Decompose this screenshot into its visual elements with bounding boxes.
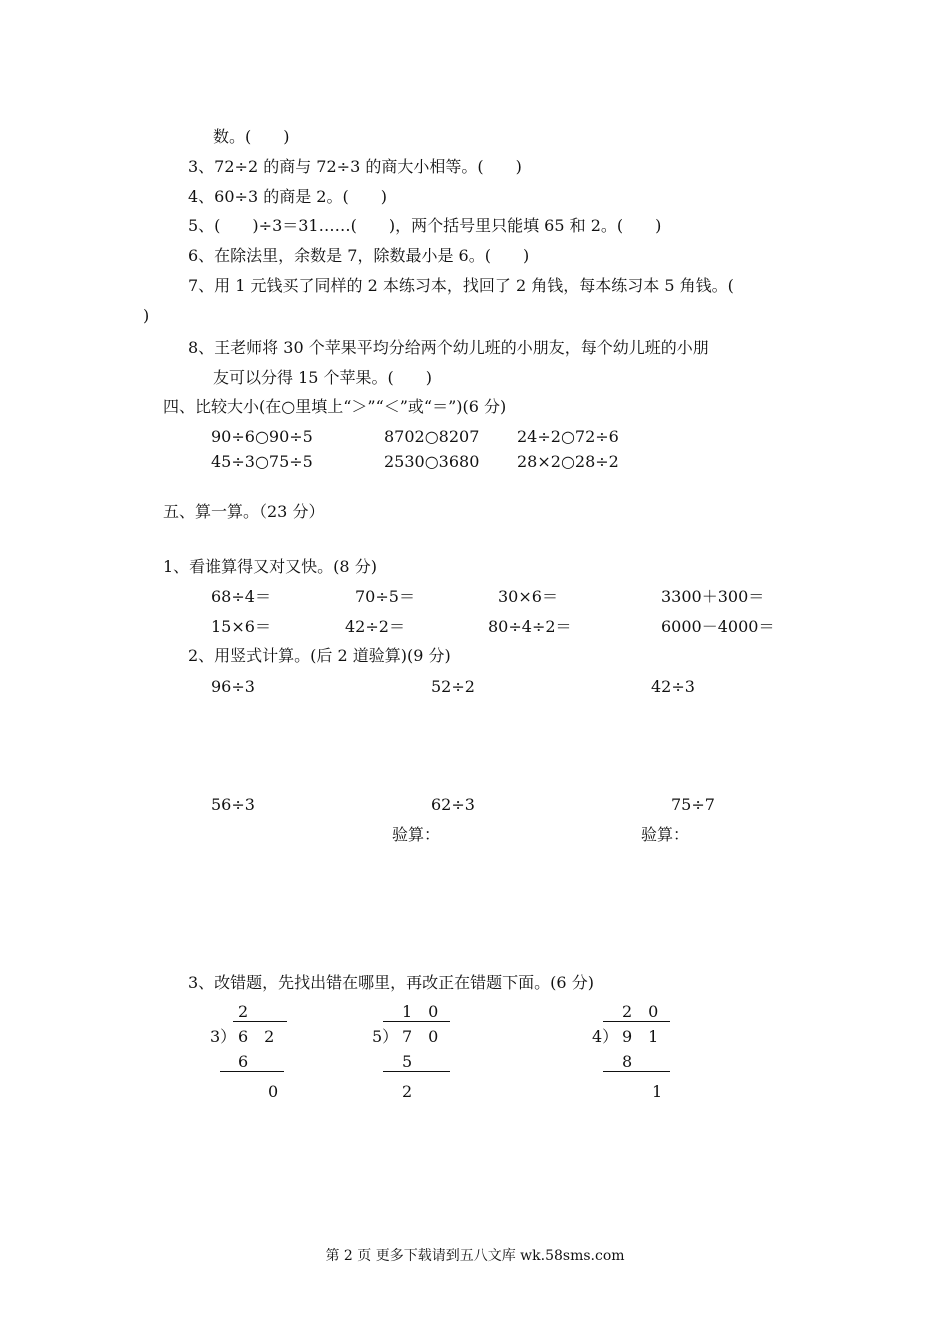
- product: 6: [238, 1052, 249, 1071]
- calc-q1-r2-c2: 42÷2＝: [345, 617, 405, 636]
- product: 8: [622, 1052, 633, 1071]
- quotient: 2 0: [622, 1002, 659, 1021]
- judge-item-3: 3、72÷2 的商与 72÷3 的商大小相等。( ): [188, 157, 522, 176]
- division-bar: [603, 1021, 670, 1022]
- judge-item-4: 4、60÷3 的商是 2。( ): [188, 187, 387, 206]
- compare-r2-c1: 45÷3○75÷5: [211, 452, 313, 471]
- divisor: 3）: [210, 1027, 237, 1046]
- judge-item-7: 7、用 1 元钱买了同样的 2 本练习本，找回了 2 角钱，每本练习本 5 角钱。(: [188, 276, 734, 295]
- quotient: 1 0: [402, 1002, 439, 1021]
- calc-q2-title: 2、用竖式计算。(后 2 道验算)(9 分): [188, 646, 451, 665]
- dividend: 6 2: [238, 1027, 275, 1046]
- quotient: 2: [238, 1002, 249, 1021]
- calc-q2-r1-c3: 42÷3: [651, 677, 695, 696]
- calc-q2-r2-c1: 56÷3: [211, 795, 255, 814]
- compare-heading: 四、比较大小(在○里填上“＞”“＜”或“＝”)(6 分): [163, 397, 507, 416]
- judge-item-2-continuation: 数。( ): [213, 127, 290, 146]
- judge-item-7-paren: ): [143, 306, 150, 325]
- remainder: 1: [652, 1082, 663, 1101]
- calc-q2-r1-c1: 96÷3: [211, 677, 255, 696]
- judge-item-6: 6、在除法里，余数是 7，除数最小是 6。( ): [188, 246, 530, 265]
- calc-q1-r2-c4: 6000－4000＝: [661, 617, 775, 636]
- compare-r1-c3: 24÷2○72÷6: [517, 427, 619, 446]
- remainder: 0: [268, 1082, 279, 1101]
- dividend: 9 1: [622, 1027, 659, 1046]
- judge-item-5: 5、( )÷3＝31……( )，两个括号里只能填 65 和 2。( ): [188, 216, 662, 235]
- calc-q1-r2-c3: 80÷4÷2＝: [488, 617, 572, 636]
- calc-q1-r1-c1: 68÷4＝: [211, 587, 271, 606]
- divisor: 4）: [592, 1027, 619, 1046]
- page-footer: 第 2 页 更多下载请到五八文库 wk.58sms.com: [325, 1248, 625, 1264]
- remainder: 2: [402, 1082, 413, 1101]
- compare-r2-c3: 28×2○28÷2: [517, 452, 619, 471]
- calc-heading: 五、算一算。（23 分）: [163, 502, 325, 521]
- compare-r2-c2: 2530○3680: [384, 452, 480, 471]
- compare-r1-c1: 90÷6○90÷5: [211, 427, 313, 446]
- dividend: 7 0: [402, 1027, 439, 1046]
- calc-q1-title: 1、看谁算得又对又快。(8 分): [163, 557, 377, 576]
- calc-q1-r1-c3: 30×6＝: [498, 587, 558, 606]
- subtraction-line: [220, 1071, 284, 1072]
- calc-q1-r2-c1: 15×6＝: [211, 617, 271, 636]
- calc-q2-check-2: 验算：: [641, 825, 690, 844]
- calc-q2-check-1: 验算：: [392, 825, 441, 844]
- calc-q2-r2-c3: 75÷7: [671, 795, 715, 814]
- calc-q3-title: 3、改错题，先找出错在哪里，再改正在错题下面。(6 分): [188, 973, 594, 992]
- judge-item-8-continuation: 友可以分得 15 个苹果。( ): [213, 368, 433, 387]
- subtraction-line: [383, 1071, 450, 1072]
- division-bar: [383, 1021, 450, 1022]
- division-bar: [233, 1021, 287, 1022]
- calc-q2-r1-c2: 52÷2: [431, 677, 475, 696]
- divisor: 5）: [372, 1027, 399, 1046]
- compare-r1-c2: 8702○8207: [384, 427, 480, 446]
- judge-item-8: 8、王老师将 30 个苹果平均分给两个幼儿班的小朋友，每个幼儿班的小朋: [188, 338, 709, 357]
- calc-q1-r1-c4: 3300＋300＝: [661, 587, 765, 606]
- subtraction-line: [603, 1071, 670, 1072]
- calc-q2-r2-c2: 62÷3: [431, 795, 475, 814]
- calc-q1-r1-c2: 70÷5＝: [355, 587, 415, 606]
- product: 5: [402, 1052, 413, 1071]
